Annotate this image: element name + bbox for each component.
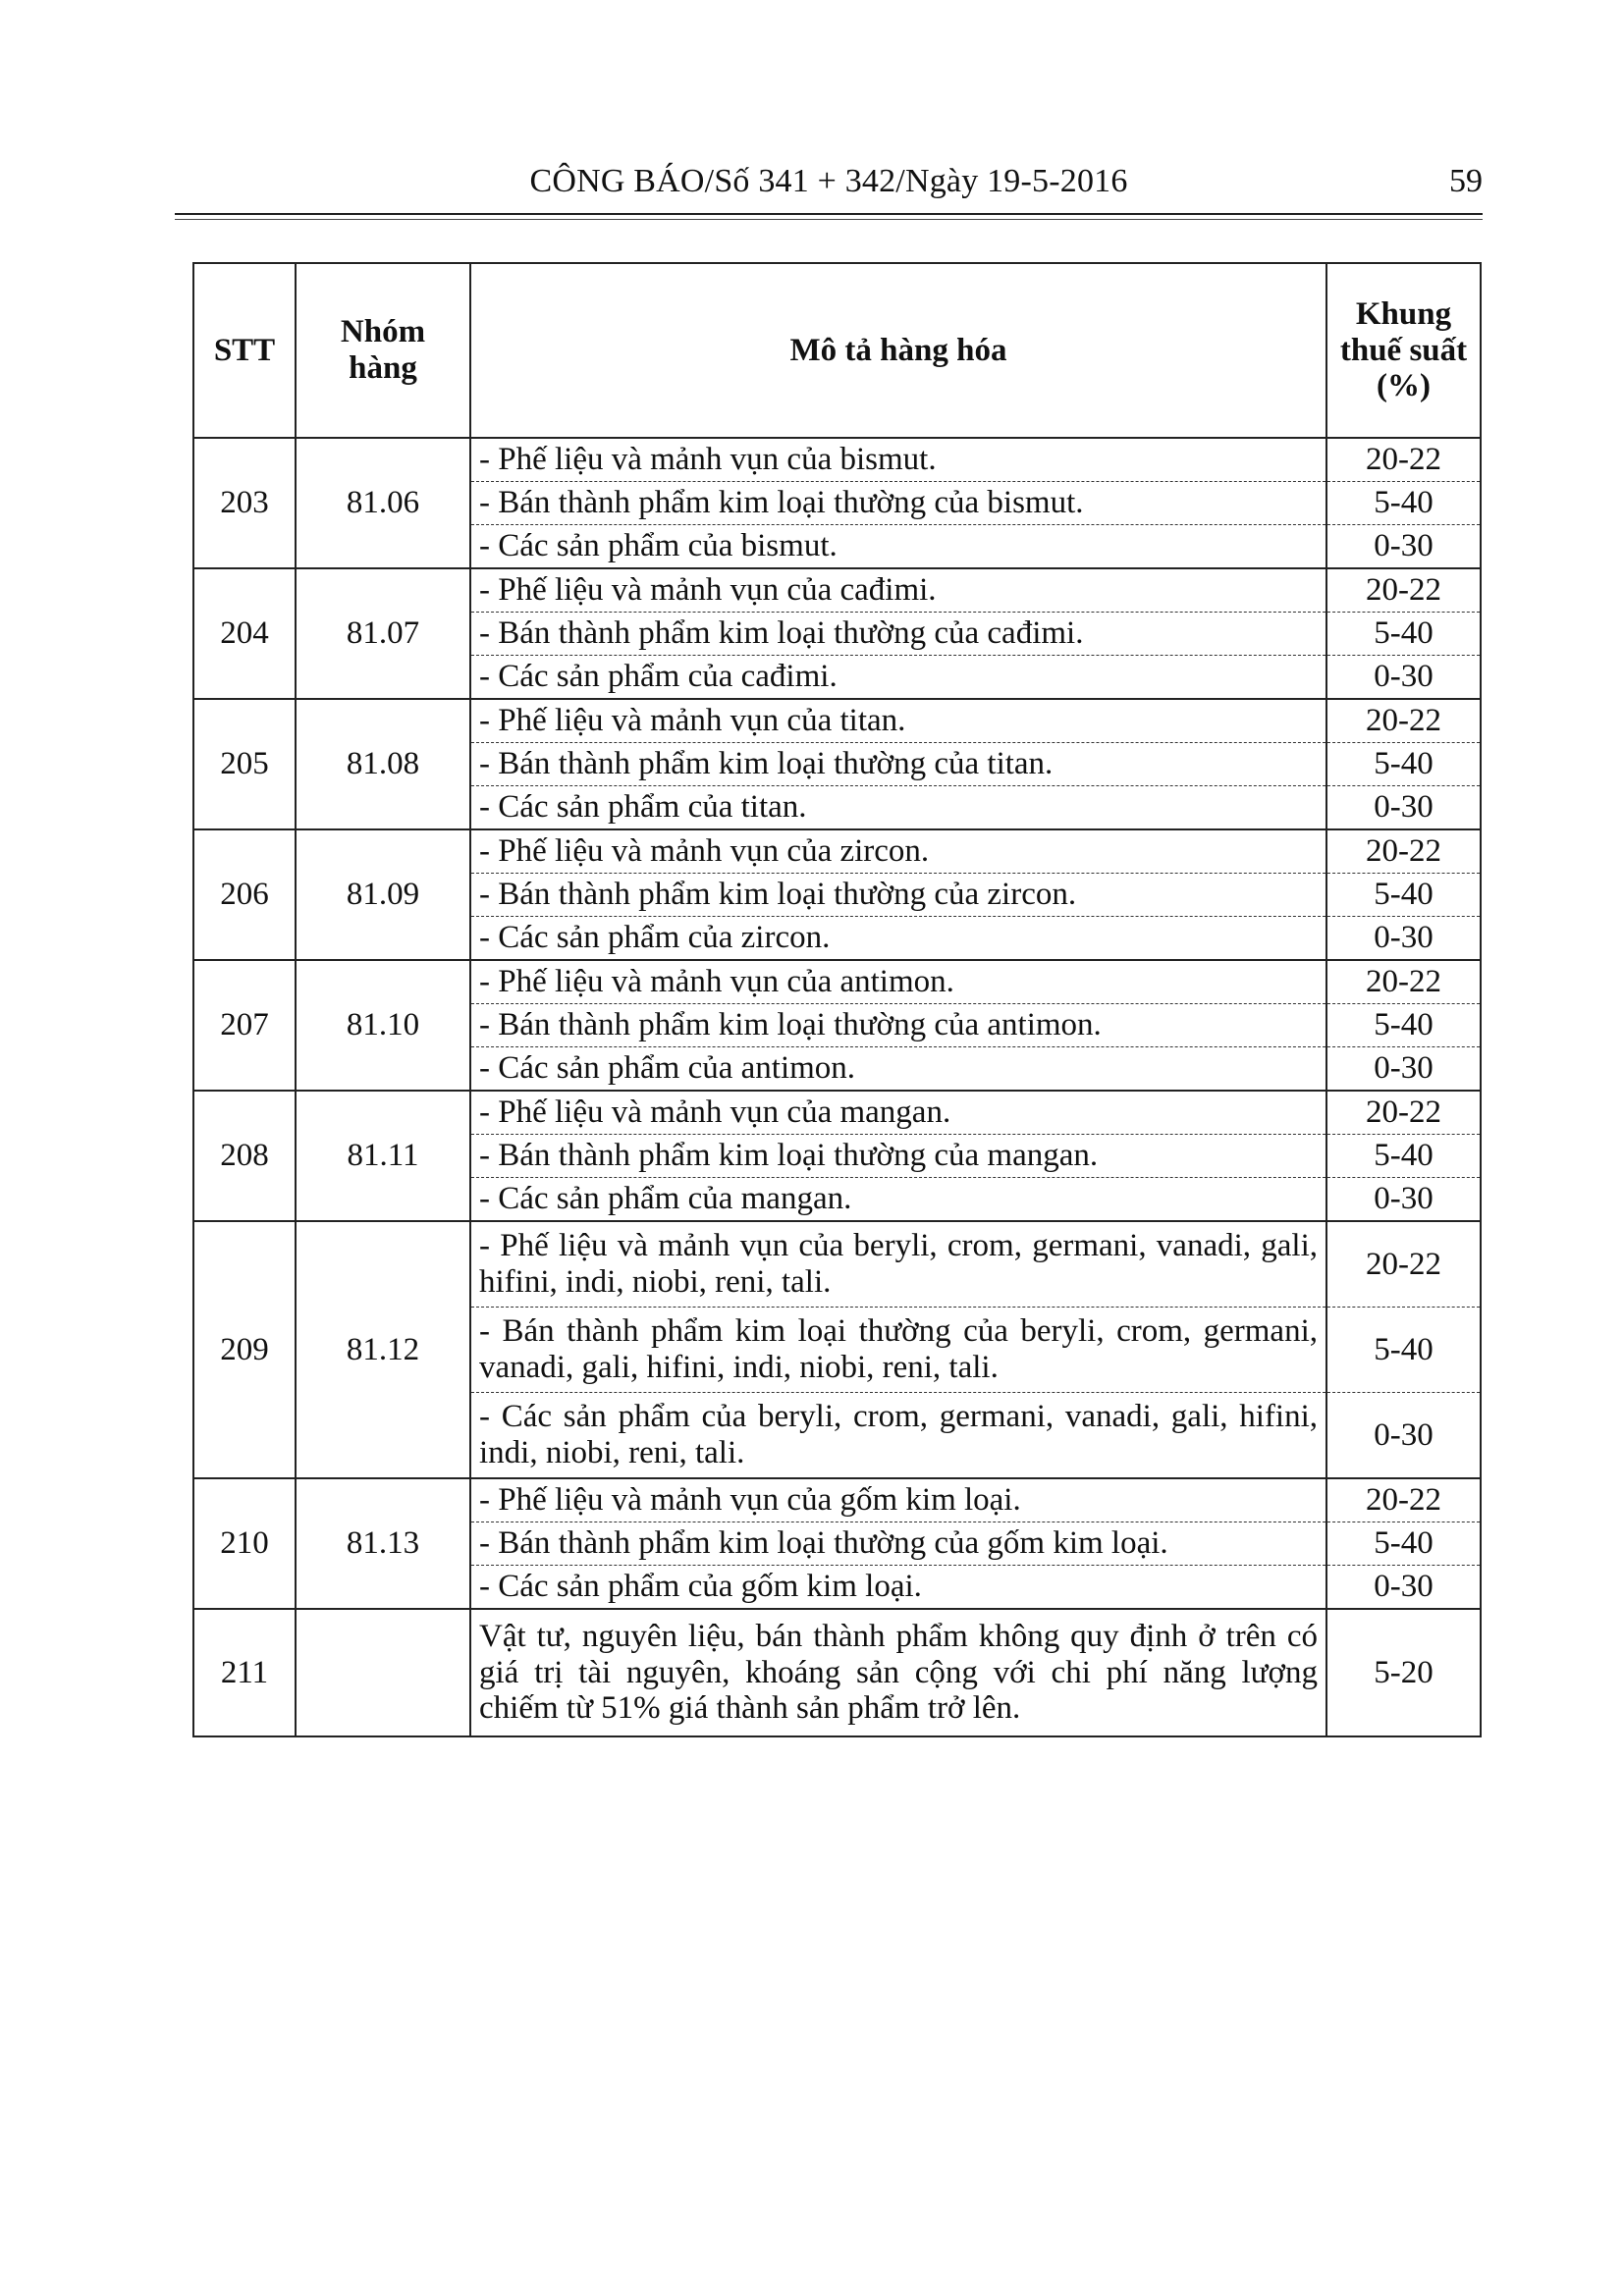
description-cell: - Phế liệu và mảnh vụn của mangan. [470,1091,1326,1135]
description-cell: - Các sản phẩm của zircon. [470,917,1326,961]
rate-cell: 20-22 [1326,1091,1481,1135]
table-header-row [193,263,1481,438]
table-row [193,1609,1481,1736]
description-cell: - Các sản phẩm của antimon. [470,1047,1326,1092]
rate-cell: 5-20 [1326,1609,1481,1736]
gazette-title: CÔNG BÁO/Số 341 + 342/Ngày 19-5-2016 [529,163,1128,199]
description-cell: - Các sản phẩm của titan. [470,786,1326,830]
group-code-cell: 81.13 [296,1478,470,1609]
table-row [193,1478,1481,1522]
stt-cell: 206 [193,829,296,960]
description-cell: - Bán thành phẩm kim loại thường của antimon. [470,1004,1326,1047]
rate-cell: 0-30 [1326,917,1481,961]
rate-cell: 20-22 [1326,438,1481,482]
rate-cell: 5-40 [1326,1308,1481,1393]
description-cell: - Phế liệu và mảnh vụn của cađimi. [470,568,1326,613]
description-cell: Vật tư, nguyên liệu, bán thành phẩm không quy định ở trên có giá trị tài nguyên, khoáng sản cộng với chi phí năng lượng chiếm từ 51% giá thành sản phẩm trở lên. [470,1609,1326,1736]
description-cell: - Bán thành phẩm kim loại thường của mangan. [470,1135,1326,1178]
rate-cell: 20-22 [1326,699,1481,743]
column-header-group: Nhóm hàng [296,263,470,438]
description-cell: - Bán thành phẩm kim loại thường của cađimi. [470,613,1326,656]
rate-cell: 20-22 [1326,960,1481,1004]
stt-cell: 208 [193,1091,296,1221]
stt-cell: 211 [193,1609,296,1736]
rate-cell: 20-22 [1326,1478,1481,1522]
column-header-rate: Khung thuế suất (%) [1326,263,1481,438]
stt-cell: 205 [193,699,296,829]
description-cell: - Bán thành phẩm kim loại thường của gốm kim loại. [470,1522,1326,1566]
group-code-cell: 81.07 [296,568,470,699]
table-row [193,699,1481,743]
rate-cell: 20-22 [1326,829,1481,874]
tariff-table [192,262,1482,1737]
rate-cell: 0-30 [1326,786,1481,830]
table-row [193,438,1481,482]
stt-cell: 209 [193,1221,296,1478]
table-row [193,568,1481,613]
description-cell: - Các sản phẩm của bismut. [470,525,1326,569]
description-cell: - Các sản phẩm của cađimi. [470,656,1326,700]
rate-cell: 0-30 [1326,1047,1481,1092]
group-code-cell: 81.12 [296,1221,470,1478]
stt-cell: 204 [193,568,296,699]
rate-cell: 0-30 [1326,525,1481,569]
rate-cell: 20-22 [1326,1221,1481,1308]
rate-cell: 0-30 [1326,1393,1481,1479]
description-cell: - Phế liệu và mảnh vụn của titan. [470,699,1326,743]
table-body [193,438,1481,1736]
page-header [175,159,1483,208]
table-row [193,960,1481,1004]
description-cell: - Các sản phẩm của mangan. [470,1178,1326,1222]
description-cell: - Phế liệu và mảnh vụn của gốm kim loại. [470,1478,1326,1522]
column-header-description: Mô tả hàng hóa [470,263,1326,438]
group-code-cell: 81.09 [296,829,470,960]
description-cell: - Phế liệu và mảnh vụn của antimon. [470,960,1326,1004]
header-rule [175,213,1483,215]
description-cell: - Bán thành phẩm kim loại thường của bismut. [470,482,1326,525]
description-cell: - Các sản phẩm của gốm kim loại. [470,1566,1326,1610]
group-code-cell [296,1609,470,1736]
page-number: 59 [1449,163,1483,199]
description-cell: - Bán thành phẩm kim loại thường của beryli, crom, germani, vanadi, gali, hifini, indi, niobi, reni, tali. [470,1308,1326,1393]
rate-cell: 0-30 [1326,656,1481,700]
header-rule-thin [175,219,1483,220]
group-code-cell: 81.10 [296,960,470,1091]
description-cell: - Các sản phẩm của beryli, crom, germani, vanadi, gali, hifini, indi, niobi, reni, tali. [470,1393,1326,1479]
rate-cell: 5-40 [1326,613,1481,656]
description-cell: - Phế liệu và mảnh vụn của zircon. [470,829,1326,874]
rate-cell: 5-40 [1326,482,1481,525]
group-code-cell: 81.11 [296,1091,470,1221]
column-header-stt: STT [193,263,296,438]
table-row [193,829,1481,874]
rate-cell: 5-40 [1326,1004,1481,1047]
description-cell: - Bán thành phẩm kim loại thường của zircon. [470,874,1326,917]
stt-cell: 203 [193,438,296,568]
table-row [193,1091,1481,1135]
description-cell: - Bán thành phẩm kim loại thường của titan. [470,743,1326,786]
rate-cell: 20-22 [1326,568,1481,613]
rate-cell: 5-40 [1326,1522,1481,1566]
description-cell: - Phế liệu và mảnh vụn của beryli, crom, germani, vanadi, gali, hifini, indi, niobi, reni, tali. [470,1221,1326,1308]
rate-cell: 5-40 [1326,874,1481,917]
group-code-cell: 81.08 [296,699,470,829]
description-cell: - Phế liệu và mảnh vụn của bismut. [470,438,1326,482]
rate-cell: 5-40 [1326,1135,1481,1178]
rate-cell: 0-30 [1326,1566,1481,1610]
stt-cell: 210 [193,1478,296,1609]
stt-cell: 207 [193,960,296,1091]
table-row [193,1221,1481,1308]
rate-cell: 5-40 [1326,743,1481,786]
group-code-cell: 81.06 [296,438,470,568]
rate-cell: 0-30 [1326,1178,1481,1222]
